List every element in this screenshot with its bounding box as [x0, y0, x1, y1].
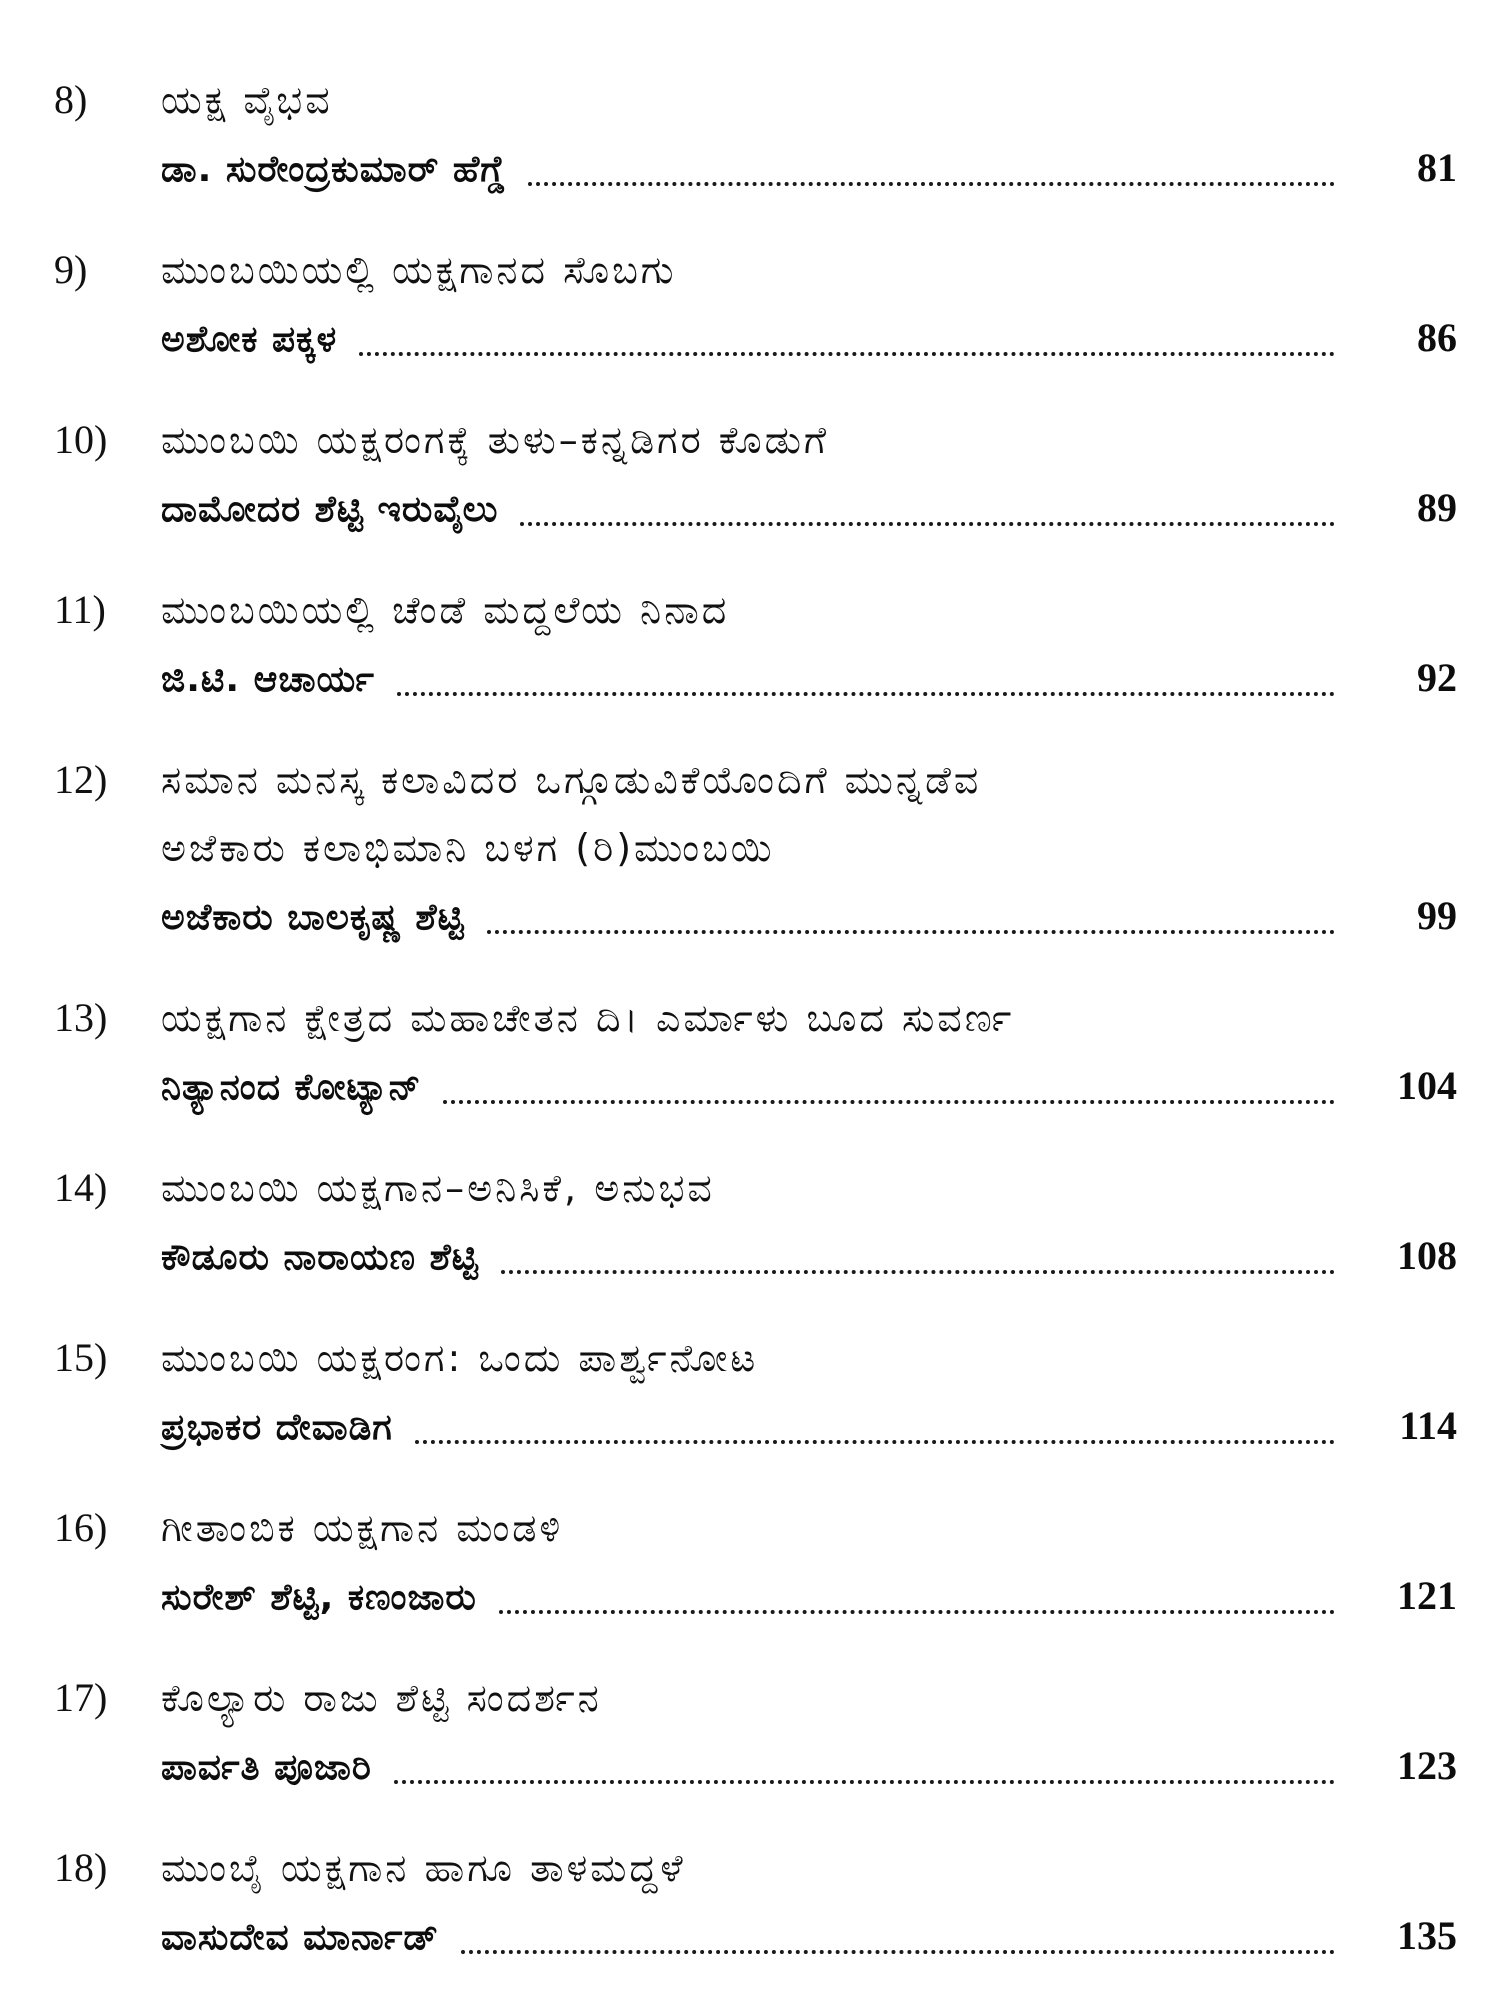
entry-title: ಯಕ್ಷಗಾನ ಕ್ಷೇತ್ರದ ಮಹಾಚೇತನ ದಿ। ಎರ್ಮಾಳು ಬೂದ ಸುವರ್ಣ: [161, 996, 1015, 1040]
dot-leader: [397, 692, 1335, 696]
entry-author-row: [161, 1052, 1457, 1120]
toc-entry: [54, 236, 1457, 372]
entry-title: ಮುಂಬಯಿ ಯಕ್ಷರಂಗ: ಒಂದು ಪಾರ್ಶ್ವನೋಟ: [161, 1336, 759, 1380]
entry-number: 11): [54, 587, 106, 632]
entry-page-number: 81: [1417, 145, 1457, 190]
entry-title: ಸಮಾನ ಮನಸ್ಕ ಕಲಾವಿದರ ಒಗ್ಗೂಡುವಿಕೆಯೊಂದಿಗೆ ಮುನ್ನಡೆವ: [161, 758, 982, 802]
entry-author: ಜಿ.ಟಿ. ಆಚಾರ್ಯ: [161, 659, 375, 700]
entry-title-row: [54, 984, 1457, 1052]
entry-page-number: 114: [1399, 1403, 1457, 1448]
dot-leader: [499, 1610, 1335, 1614]
dot-leader: [415, 1440, 1335, 1444]
toc-entry: [54, 746, 1457, 950]
entry-title-row: [54, 1664, 1457, 1732]
entry-title-row: [54, 1324, 1457, 1392]
entry-author: ಅಜೆಕಾರು ಬಾಲಕೃಷ್ಣ ಶೆಟ್ಟಿ: [161, 897, 465, 938]
entry-author: ಪಾರ್ವತಿ ಪೂಜಾರಿ: [161, 1747, 372, 1788]
entry-author-row: [161, 1562, 1457, 1630]
dot-leader: [487, 930, 1335, 934]
dot-leader: [443, 1100, 1335, 1104]
entry-author-row: [161, 1732, 1457, 1800]
entry-page-number: 135: [1397, 1913, 1457, 1958]
entry-title-row: [54, 1834, 1457, 1902]
entry-author: ವಾಸುದೇವ ಮಾರ್ನಾಡ್: [161, 1917, 440, 1958]
entry-author-row: [161, 304, 1457, 372]
entry-author-row: [161, 474, 1457, 542]
entry-title-row: [54, 746, 1457, 814]
entry-author-row: [161, 134, 1457, 202]
dot-leader: [359, 352, 1335, 356]
dot-leader: [520, 522, 1335, 526]
toc-entry: [54, 1834, 1457, 1970]
entry-number: 14): [54, 1165, 108, 1210]
entry-title: ಮುಂಬಯಿಯಲ್ಲಿ ಯಕ್ಷಗಾನದ ಸೊಬಗು: [161, 248, 677, 292]
entry-title-row-continued: [54, 814, 1457, 882]
entry-title: ಮುಂಬಯಿ ಯಕ್ಷಗಾನ–ಅನಿಸಿಕೆ, ಅನುಭವ: [161, 1166, 715, 1210]
entry-number: 18): [54, 1845, 108, 1890]
toc-entry: [54, 1154, 1457, 1290]
entry-author-row: [161, 1902, 1457, 1970]
entry-title: ಯಕ್ಷ ವೈಭವ: [161, 78, 333, 122]
entry-author: ಡಾ. ಸುರೇಂದ್ರಕುಮಾರ್ ಹೆಗ್ಡೆ: [161, 149, 507, 190]
entry-number: 8): [54, 77, 88, 122]
entry-page-number: 104: [1397, 1063, 1457, 1108]
entry-title: ಮುಂಬಯಿ ಯಕ್ಷರಂಗಕ್ಕೆ ತುಳು–ಕನ್ನಡಿಗರ ಕೊಡುಗೆ: [161, 418, 829, 462]
dot-leader: [501, 1270, 1335, 1274]
toc-entry: [54, 1664, 1457, 1800]
entry-author: ಸುರೇಶ್ ಶೆಟ್ಟಿ, ಕಣಂಜಾರು: [161, 1577, 477, 1618]
entry-author-row: [161, 1222, 1457, 1290]
entry-author: ದಾಮೋದರ ಶೆಟ್ಟಿ ಇರುವೈಲು: [161, 489, 499, 530]
entry-title-row: [54, 1154, 1457, 1222]
entry-page-number: 89: [1417, 485, 1457, 530]
toc-entry: [54, 576, 1457, 712]
entry-page-number: 92: [1417, 655, 1457, 700]
dot-leader: [394, 1780, 1335, 1784]
entry-number: 12): [54, 757, 108, 802]
entry-number: 10): [54, 417, 108, 462]
entry-title: ಮುಂಬೈ ಯಕ್ಷಗಾನ ಹಾಗೂ ತಾಳಮದ್ದಳೆ: [161, 1846, 686, 1890]
entry-author: ಪ್ರಭಾಕರ ದೇವಾಡಿಗ: [161, 1407, 393, 1448]
entry-author-row: [161, 644, 1457, 712]
dot-leader: [528, 182, 1335, 186]
entry-title: ಮುಂಬಯಿಯಲ್ಲಿ ಚೆಂಡೆ ಮದ್ದಲೆಯ ನಿನಾದ: [161, 588, 730, 632]
toc-entry: [54, 984, 1457, 1120]
entry-page-number: 123: [1397, 1743, 1457, 1788]
toc-entry: [54, 1324, 1457, 1460]
entry-number: 15): [54, 1335, 108, 1380]
toc-entry: [54, 1494, 1457, 1630]
entry-title-row: [54, 576, 1457, 644]
entry-page-number: 99: [1417, 893, 1457, 938]
entry-author: ಅಶೋಕ ಪಕ್ಕಳ: [161, 319, 338, 360]
entry-page-number: 108: [1397, 1233, 1457, 1278]
entry-title-row: [54, 1494, 1457, 1562]
entry-number: 9): [54, 247, 88, 292]
entry-page-number: 121: [1397, 1573, 1457, 1618]
entry-author-row: [161, 1392, 1457, 1460]
entry-page-number: 86: [1417, 315, 1457, 360]
entry-author: ನಿತ್ಯಾನಂದ ಕೋಟ್ಯಾನ್: [161, 1067, 422, 1108]
dot-leader: [461, 1950, 1335, 1954]
entry-number: 13): [54, 995, 108, 1040]
entry-title-row: [54, 66, 1457, 134]
entry-title-continued: ಅಜೆಕಾರು ಕಲಾಭಿಮಾನಿ ಬಳಗ (ರಿ)ಮುಂಬಯಿ: [161, 826, 775, 870]
entry-number: 17): [54, 1675, 108, 1720]
entry-author-row: [161, 882, 1457, 950]
toc-entry: [54, 406, 1457, 542]
entry-title-row: [54, 236, 1457, 304]
entry-author: ಕೌಡೂರು ನಾರಾಯಣ ಶೆಟ್ಟಿ: [161, 1237, 479, 1278]
entry-title-row: [54, 406, 1457, 474]
entry-title: ಕೊಲ್ಯಾರು ರಾಜು ಶೆಟ್ಟಿ ಸಂದರ್ಶನ: [161, 1676, 602, 1720]
entry-title: ಗೀತಾಂಬಿಕ ಯಕ್ಷಗಾನ ಮಂಡಳಿ: [161, 1506, 564, 1550]
toc-entry: [54, 66, 1457, 202]
entry-number: 16): [54, 1505, 108, 1550]
